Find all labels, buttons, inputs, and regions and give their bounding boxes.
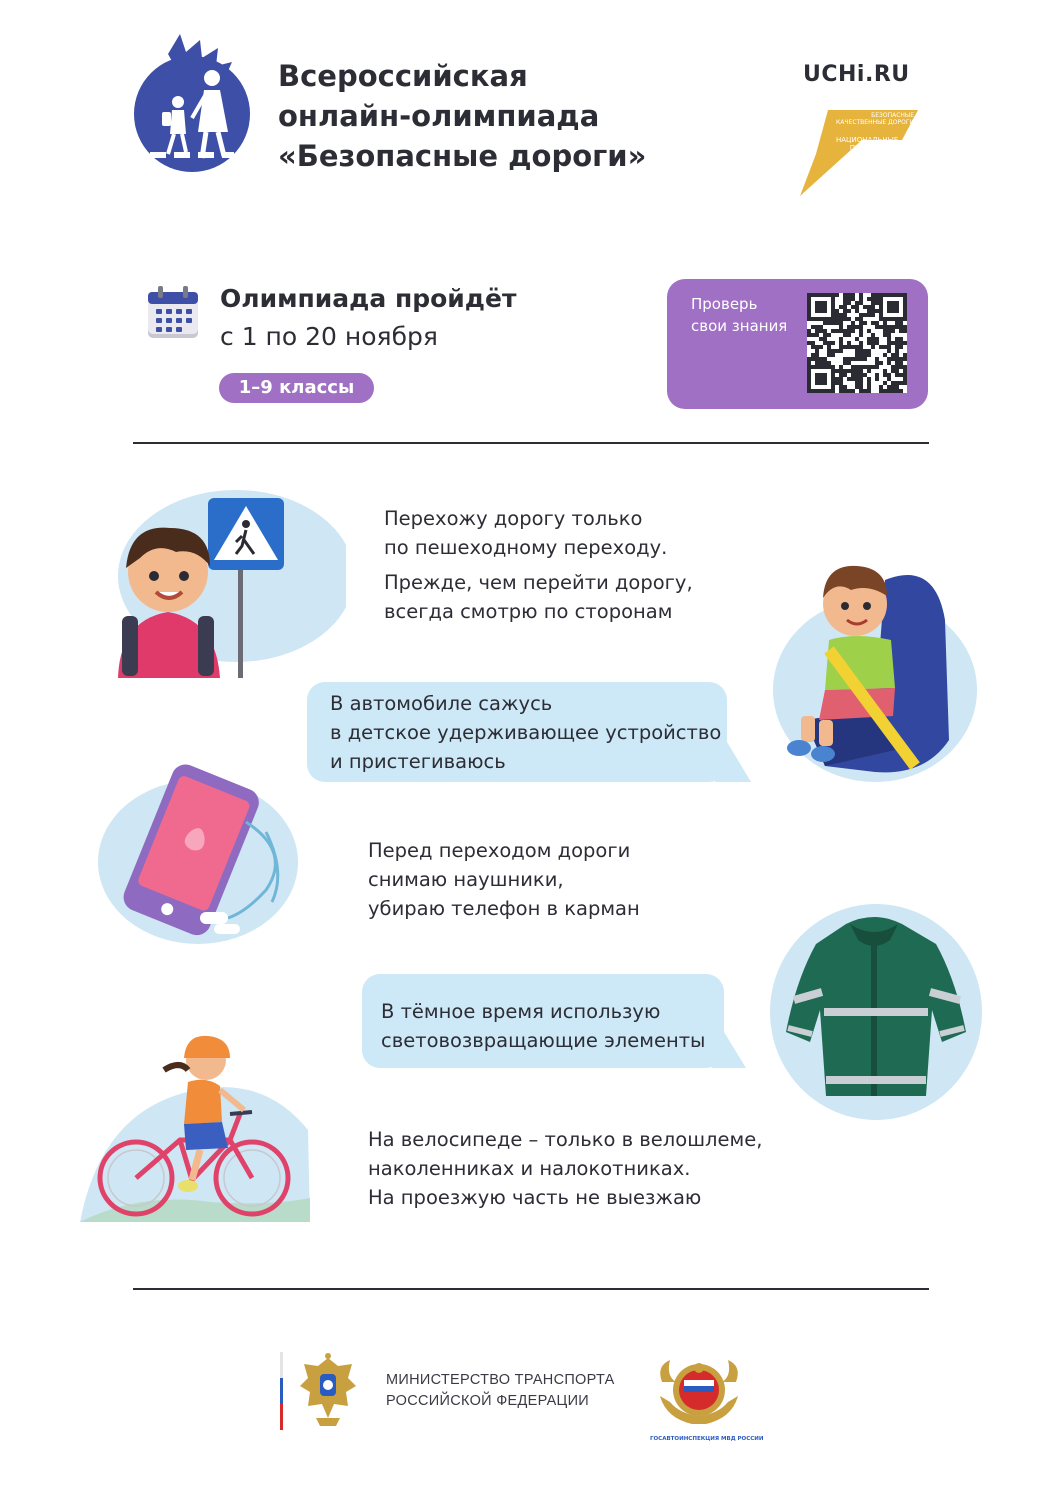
tip-headphones-line-3: убираю телефон в карман <box>368 897 640 920</box>
tip-car-seat-line-1: В автомобиле сажусь <box>330 692 553 715</box>
tip-headphones-line-1: Перед переходом дороги <box>368 839 631 862</box>
qr-card[interactable] <box>667 279 928 409</box>
tip-crosswalk-line-2: по пешеходному переходу. <box>384 536 668 559</box>
badge-line-3: НАЦИОНАЛЬНЫЕ <box>836 136 899 144</box>
tip-bicycle-line-2: наколенниках и налокотниках. <box>368 1157 691 1180</box>
gai-caption: ГОСАВТОИНСПЕКЦИЯ МВД РОССИИ <box>650 1436 764 1442</box>
national-projects-badge <box>800 110 918 196</box>
title-line-2: онлайн-олимпиада <box>278 99 600 133</box>
cyclist-girl-illustration <box>80 1030 315 1225</box>
ministry-line-1: МИНИСТЕРСТВО ТРАНСПОРТА <box>386 1372 615 1388</box>
top-divider <box>133 442 929 444</box>
tip-look-around-line-1: Прежде, чем перейти дорогу, <box>384 571 693 594</box>
tip-car-seat-line-3: и пристегиваюсь <box>330 750 506 773</box>
uchi-ru-logo: UCHi.RU <box>803 62 910 87</box>
tip-reflective <box>381 997 705 1055</box>
title-line-1: Всероссийская <box>278 59 528 93</box>
tip-headphones-line-2: снимаю наушники, <box>368 868 564 891</box>
reflective-jacket-illustration <box>766 900 984 1125</box>
reflective-bubble-tail <box>712 1032 752 1068</box>
car-seat-illustration <box>765 540 980 785</box>
tip-car-seat <box>330 689 721 776</box>
tip-reflective-line-2: световозвращающие элементы <box>381 1029 706 1052</box>
tip-crosswalk-line-1: Перехожу дорогу только <box>384 507 643 530</box>
qr-text-line-1: Проверь <box>691 295 758 313</box>
badge-line-4: ПРОЕКТЫ <box>849 144 885 152</box>
olympiad-logo <box>128 34 253 174</box>
pedestrian-boy-illustration <box>96 488 346 678</box>
tip-look-around <box>384 568 693 626</box>
title-line-3: «Безопасные дороги» <box>278 139 647 173</box>
gai-emblem <box>652 1352 746 1428</box>
tip-bicycle-line-1: На велосипеде – только в велошлеме, <box>368 1128 763 1151</box>
ministry-emblem <box>296 1352 360 1430</box>
grades-badge: 1–9 классы <box>219 373 374 403</box>
tip-reflective-line-1: В тёмное время использую <box>381 1000 661 1023</box>
qr-text-line-2: свои знания <box>691 317 788 335</box>
calendar-icon <box>146 284 202 340</box>
qr-code[interactable] <box>807 293 907 393</box>
badge-line-2: КАЧЕСТВЕННЫЕ ДОРОГИ <box>836 119 914 126</box>
schedule-title: Олимпиада пройдёт <box>220 284 517 313</box>
bottom-divider <box>133 1288 929 1290</box>
tip-bicycle <box>368 1125 762 1212</box>
tip-look-around-line-2: всегда смотрю по сторонам <box>384 600 673 623</box>
tip-crosswalk <box>384 504 667 562</box>
tip-car-seat-line-2: в детское удерживающее устройство <box>330 721 722 744</box>
badge-line-1: БЕЗОПАСНЫЕ <box>871 112 914 119</box>
badge-line-5: РОССИИ <box>852 152 883 160</box>
russian-flag-bar <box>280 1352 283 1430</box>
ministry-line-2: РОССИЙСКОЙ ФЕДЕРАЦИИ <box>386 1393 590 1409</box>
tip-headphones <box>368 836 640 923</box>
tip-bicycle-line-3: На проезжую часть не выезжаю <box>368 1186 702 1209</box>
schedule-dates: с 1 по 20 ноября <box>220 322 438 351</box>
phone-earbuds-illustration <box>96 762 301 947</box>
